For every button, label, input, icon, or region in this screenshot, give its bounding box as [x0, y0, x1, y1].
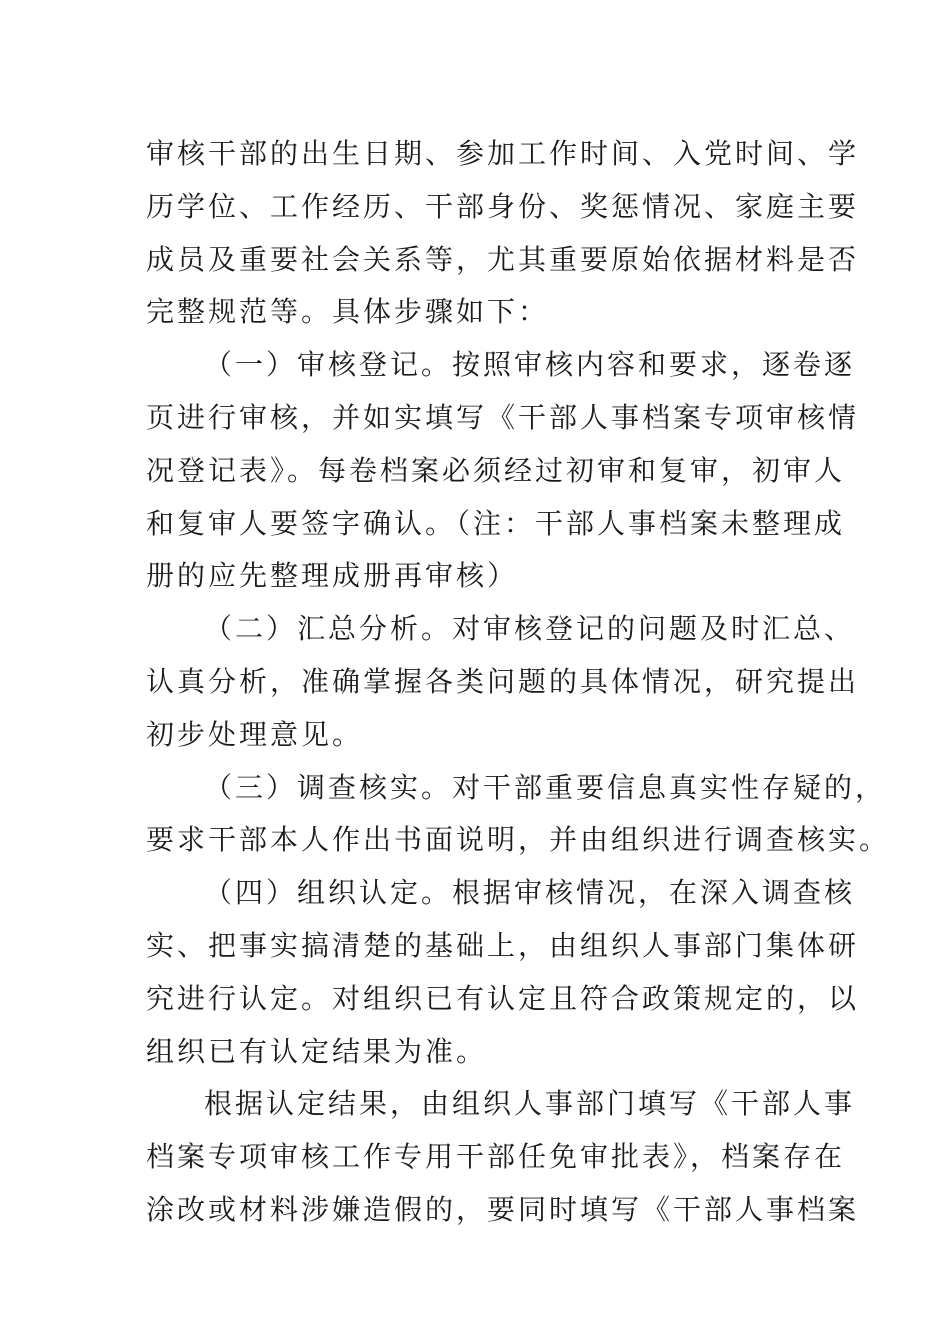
text-line: 档案专项审核工作专用干部任免审批表》，档案存在 — [146, 1140, 846, 1174]
text-line: 页进行审核，并如实填写《干部人事档案专项审核情 — [146, 400, 860, 434]
paragraph-heading-line: （二）汇总分析。对审核登记的问题及时汇总、 — [204, 612, 856, 646]
text-line: 成员及重要社会关系等，尤其重要原始依据材料是否 — [146, 242, 860, 276]
text-line: 组织已有认定结果为准。 — [146, 1034, 488, 1068]
text-line: 实、把事实搞清楚的基础上，由组织人事部门集体研 — [146, 928, 860, 962]
text-line: 初步处理意见。 — [146, 717, 364, 751]
text-line: 究进行认定。对组织已有认定且符合政策规定的，以 — [146, 981, 860, 1015]
paragraph-heading-line: （一）审核登记。按照审核内容和要求，逐卷逐 — [204, 348, 856, 382]
text-line: 况登记表》。每卷档案必须经过初审和复审，初审人 — [146, 453, 846, 487]
text-line: 册的应先整理成册再审核） — [146, 559, 519, 593]
text-line: 完整规范等。具体步骤如下： — [146, 295, 550, 329]
document-body — [146, 128, 891, 1237]
text-line: 审核干部的出生日期、参加工作时间、入党时间、学 — [146, 137, 860, 170]
paragraph-heading-line: （四）组织认定。根据审核情况，在深入调查核 — [204, 876, 856, 910]
text-line: 涂改或材料涉嫌造假的，要同时填写《干部人事档案 — [146, 1192, 860, 1226]
paragraph-start-line: 根据认定结果，由组织人事部门填写《干部人事 — [204, 1087, 856, 1121]
paragraph-heading-line: （三）调查核实。对干部重要信息真实性存疑的， — [204, 770, 887, 804]
text-line: 和复审人要签字确认。（注：干部人事档案未整理成 — [146, 506, 846, 540]
text-line: 要求干部本人作出书面说明，并由组织进行调查核实。 — [146, 823, 891, 857]
text-line: 历学位、工作经历、干部身份、奖惩情况、家庭主要 — [146, 189, 860, 223]
text-line: 认真分析，准确掌握各类问题的具体情况，研究提出 — [146, 664, 860, 698]
